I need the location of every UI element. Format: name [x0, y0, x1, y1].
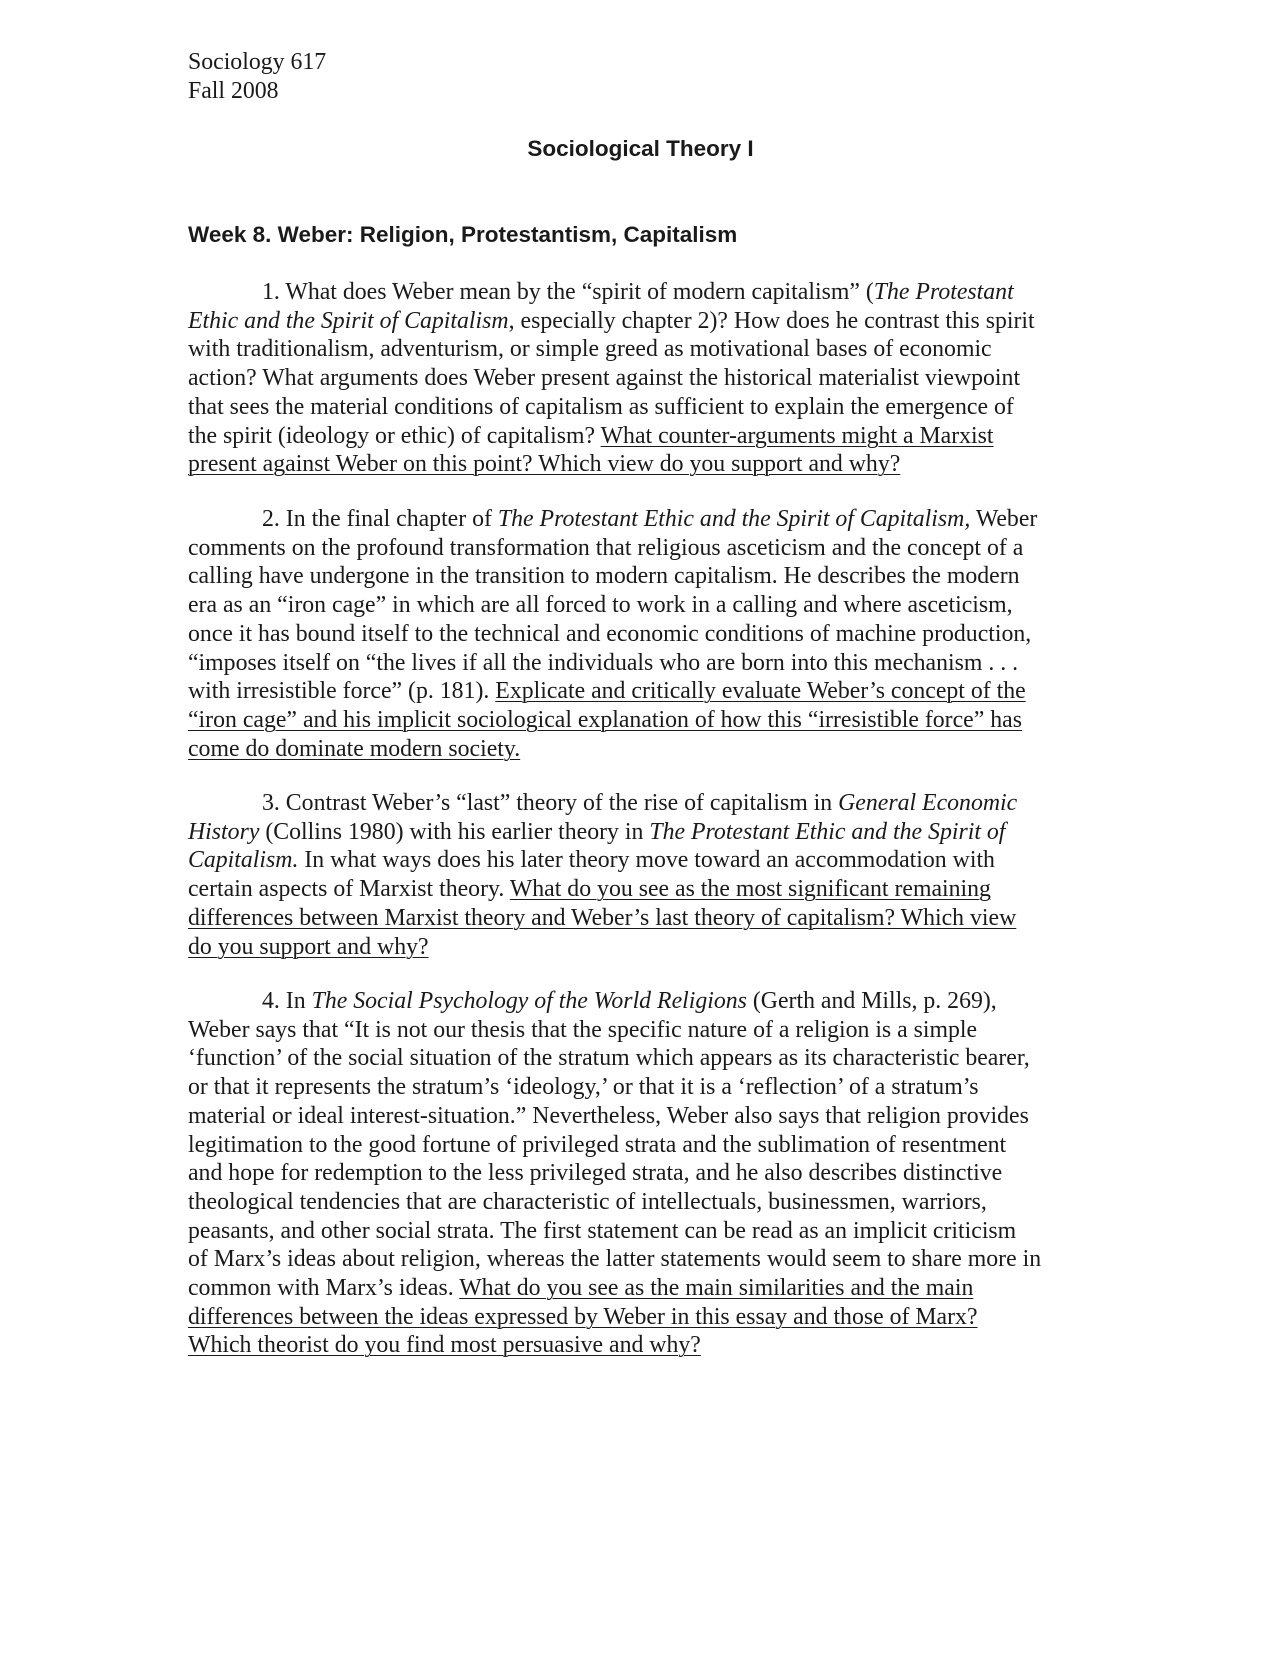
question-line [188, 1016, 1093, 1045]
question-text: the spirit (ideology or ethic) of capitalism? [188, 422, 601, 449]
question-text: Weber says that “It is not our thesis that the specific nature of a religion is a simple [188, 1016, 978, 1043]
question-text: material or ideal interest-situation.” Nevertheless, Weber also says that religion provides [188, 1102, 1029, 1129]
underlined-prompt: “iron cage” and his implicit sociological explanation of how this “irresistible force” has [188, 706, 1022, 733]
question-line [188, 904, 1093, 933]
question-line [188, 933, 1093, 962]
question-text: (Collins 1980) with his earlier theory in [259, 818, 650, 845]
question-line [188, 335, 1093, 364]
question-text: certain aspects of Marxist theory. [188, 876, 510, 903]
book-title: The Protestant Ethic and the Spirit of [649, 818, 1006, 845]
question-line [188, 620, 1093, 649]
question-line [188, 846, 1093, 875]
question-line [188, 1274, 1093, 1303]
question-line [188, 987, 1093, 1016]
question-line [188, 1102, 1093, 1131]
question-text: of Marx’s ideas about religion, whereas the latter statements would seem to share more in [188, 1246, 1042, 1273]
book-title: The Protestant [873, 279, 1014, 305]
question-line [188, 393, 1093, 422]
week-heading: Week 8. Weber: Religion, Protestantism, Capitalism [188, 222, 738, 247]
question-text: (Gerth and Mills, p. 269), [746, 988, 997, 1014]
question-line [188, 534, 1093, 563]
question-text: and hope for redemption to the less privileged strata, and he also describes distinctive [188, 1160, 1003, 1187]
question-text: Weber [970, 506, 1038, 532]
question-line [188, 1245, 1093, 1274]
question-text: that sees the material conditions of capitalism as sufficient to explain the emergence of [188, 393, 1014, 420]
question-line [188, 1159, 1093, 1188]
question-3 [188, 789, 1093, 961]
question-line [188, 591, 1093, 620]
underlined-prompt: present against Weber on this point? Which view do you support and why? [188, 451, 901, 478]
book-title: Ethic and the Spirit of Capitalism [188, 307, 509, 334]
underlined-prompt: differences between the ideas expressed by Weber in this essay and those of Marx? [188, 1303, 978, 1330]
question-line [188, 307, 1093, 336]
question-1 [188, 278, 1093, 479]
question-line [188, 677, 1093, 706]
question-text: legitimation to the good fortune of privileged strata and the sublimation of resentment [188, 1131, 1007, 1158]
question-line [188, 1044, 1093, 1073]
question-text: 3. Contrast Weber’s “last” theory of the rise of capitalism in [262, 790, 839, 816]
question-text: , especially chapter 2)? How does he contrast this spirit [508, 307, 1035, 334]
question-4 [188, 987, 1093, 1360]
question-line [188, 735, 1093, 764]
question-line [188, 1188, 1093, 1217]
question-line [188, 789, 1093, 818]
question-line [188, 1131, 1093, 1160]
question-text: theological tendencies that are characteristic of intellectuals, businessmen, warriors, [188, 1188, 987, 1215]
book-title: The Protestant Ethic and the Spirit of Capitalism, [497, 506, 971, 532]
question-text: 4. In [262, 988, 312, 1014]
question-text: 2. In the final chapter of [262, 506, 498, 532]
course-number: Sociology 617 [188, 49, 327, 75]
underlined-prompt: differences between Marxist theory and Weber’s last theory of capitalism? Which view [188, 904, 1017, 931]
question-line [188, 364, 1093, 393]
question-line [188, 505, 1093, 534]
question-line [188, 422, 1093, 451]
question-text: with traditionalism, adventurism, or simple greed as motivational bases of economic [188, 336, 992, 363]
question-text: action? What arguments does Weber present against the historical materialist viewpoint [188, 365, 1021, 392]
question-line [188, 818, 1093, 847]
question-line [188, 1331, 1093, 1360]
course-term: Fall 2008 [188, 77, 279, 104]
underlined-prompt: Which theorist do you find most persuasive and why? [188, 1332, 701, 1359]
question-text: ‘function’ of the social situation of the stratum which appears as its characteristic bearer, [188, 1045, 1030, 1072]
underlined-prompt: do you support and why? [188, 933, 429, 960]
document-title: Sociological Theory I [527, 136, 754, 161]
question-line [188, 1073, 1093, 1102]
underlined-prompt: What do you see as the main similarities and the main [459, 1275, 974, 1302]
underlined-prompt: What counter-arguments might a Marxist [600, 422, 994, 449]
question-2 [188, 505, 1093, 763]
question-text: once it has bound itself to the technical and economic conditions of machine production, [188, 620, 1032, 647]
question-text: with irresistible force” (p. 181). [188, 678, 496, 705]
book-title: General Economic [838, 790, 1018, 816]
document-page [188, 48, 1093, 1359]
question-line [188, 649, 1093, 678]
question-text: common with Marx’s ideas. [188, 1275, 460, 1302]
book-title: History [188, 818, 260, 845]
question-text: comments on the profound transformation that religious asceticism and the concept of a [188, 534, 1024, 561]
question-line [188, 1303, 1093, 1332]
book-title: Capitalism. [188, 847, 299, 874]
question-line [188, 875, 1093, 904]
question-text: or that it represents the stratum’s ‘ideology,’ or that it is a ‘reflection’ of a stratum’s [188, 1074, 979, 1101]
question-line [188, 1217, 1093, 1246]
underlined-prompt: What do you see as the most significant remaining [509, 876, 991, 903]
question-line [188, 450, 1093, 479]
underlined-prompt: come do dominate modern society. [188, 735, 521, 762]
question-text: era as an “iron cage” in which are all forced to work in a calling and where asceticism, [188, 592, 1013, 619]
book-title: The Social Psychology of the World Religions [311, 988, 747, 1014]
question-text: peasants, and other social strata. The first statement can be read as an implicit criticism [188, 1217, 1017, 1244]
question-line [188, 278, 1093, 307]
question-text: In what ways does his later theory move toward an accommodation with [298, 847, 995, 874]
question-text: “imposes itself on “the lives if all the individuals who are born into this mechanism . . . [188, 649, 1019, 676]
question-text: calling have undergone in the transition to modern capitalism. He describes the modern [188, 563, 1020, 590]
question-line [188, 562, 1093, 591]
underlined-prompt: Explicate and critically evaluate Weber’s concept of the [495, 678, 1026, 705]
question-line [188, 706, 1093, 735]
question-text: 1. What does Weber mean by the “spirit of modern capitalism” ( [262, 279, 874, 305]
